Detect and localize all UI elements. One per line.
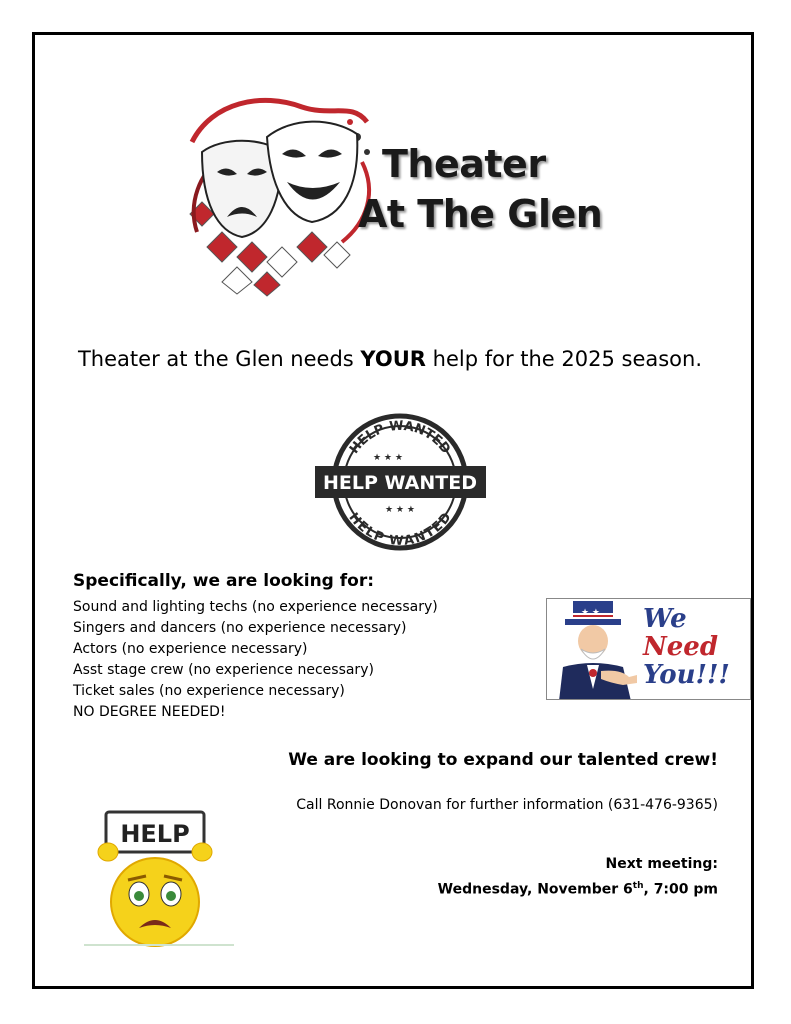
- list-item: Asst stage crew (no experience necessary): [73, 662, 374, 678]
- svg-text:HELP WANTED: [347, 419, 453, 457]
- meeting-date-suffix: , 7:00 pm: [643, 881, 718, 898]
- theater-masks-icon: [182, 82, 382, 297]
- intro-after: help for the 2025 season.: [425, 347, 703, 371]
- logo-title-line1: Theater: [382, 142, 546, 186]
- intro-text: [60, 342, 720, 376]
- meeting-date-prefix: Wednesday, November 6: [437, 881, 633, 898]
- svg-text:★ ★ ★: ★ ★ ★: [385, 505, 415, 515]
- looking-for-list: [73, 597, 438, 723]
- we-need-you-image: [546, 598, 751, 700]
- stamp-banner: HELP WANTED: [323, 472, 477, 494]
- need-text: Need: [643, 632, 719, 662]
- intro-before: Theater at the Glen needs: [77, 347, 361, 371]
- intro-emphasis: YOUR: [360, 347, 426, 371]
- list-item: NO DEGREE NEEDED!: [73, 704, 226, 720]
- svg-text:★ ★ ★: ★ ★ ★: [373, 453, 403, 463]
- we-text: We: [643, 604, 687, 634]
- list-item: Sound and lighting techs (no experience necessary): [73, 599, 438, 615]
- list-item: Ticket sales (no experience necessary): [73, 683, 345, 699]
- uncle-sam-icon: [551, 599, 641, 700]
- svg-text:HELP WANTED: [345, 510, 454, 549]
- list-item: Actors (no experience necessary): [73, 641, 308, 657]
- logo-title-line2: At The Glen: [358, 192, 603, 236]
- stamp-arc-top: HELP WANTED: [346, 418, 454, 457]
- meeting-date-sup: th: [632, 881, 644, 891]
- tagline: We are looking to expand our talented crew!: [288, 750, 718, 770]
- next-meeting: [438, 853, 718, 901]
- you-text: You!!!: [643, 660, 730, 690]
- contact-info: Call Ronnie Donovan for further information (631-476-9365): [296, 797, 718, 813]
- list-item: Singers and dancers (no experience necessary): [73, 620, 407, 636]
- help-sign-text: HELP: [120, 820, 190, 848]
- help-wanted-stamp-icon: [313, 412, 488, 552]
- worried-emoji-help-sign-icon: [84, 806, 234, 951]
- looking-for-heading: Specifically, we are looking for:: [73, 571, 375, 591]
- meeting-date: [438, 875, 718, 901]
- meeting-label: Next meeting:: [605, 856, 718, 872]
- stamp-arc-bottom: HELP WANTED: [345, 510, 455, 550]
